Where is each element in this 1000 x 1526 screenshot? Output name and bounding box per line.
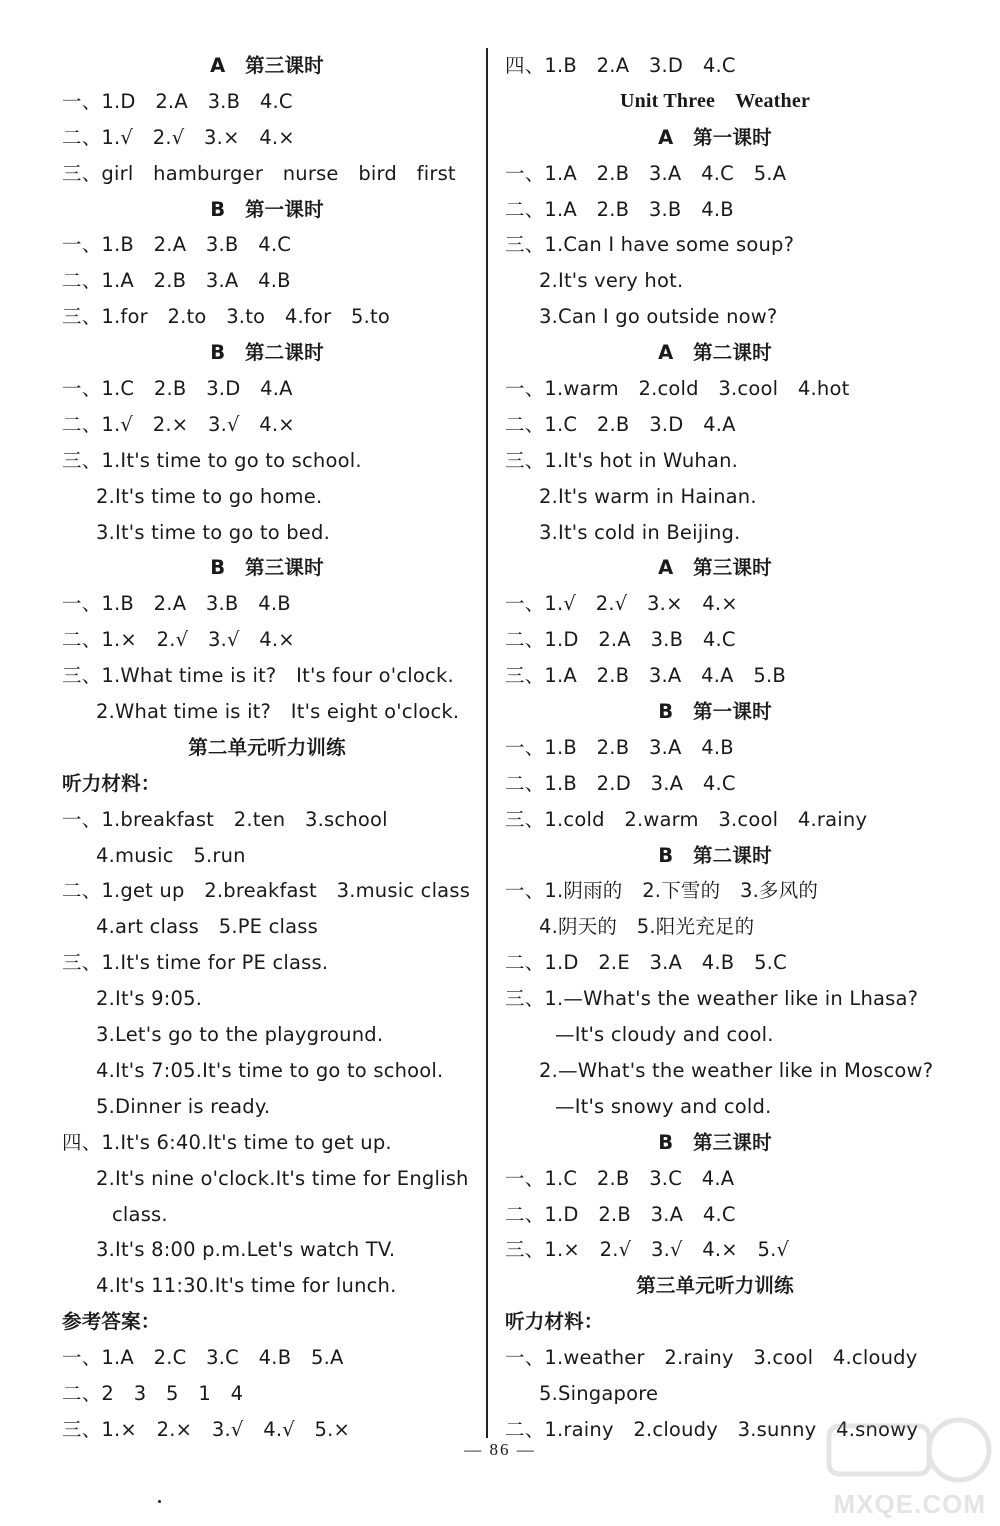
section-label: 参考答案： [62, 1310, 161, 1334]
lesson-heading: A 第一课时 [658, 125, 772, 149]
answer-line: class. [112, 1202, 168, 1226]
answer-line: 一、1.warm 2.cold 3.cool 4.hot [505, 377, 850, 401]
answer-line: 3.Let's go to the playground. [96, 1023, 384, 1047]
answer-line: 2.It's nine o'clock.It's time for English [96, 1166, 469, 1190]
answer-line: 5.Dinner is ready. [96, 1094, 271, 1118]
answer-line: 一、1.D 2.A 3.B 4.C [62, 89, 293, 113]
answer-line: 三、1.× 2.× 3.√ 4.√ 5.× [62, 1417, 351, 1441]
answer-line: 二、1.D 2.E 3.A 4.B 5.C [505, 951, 787, 975]
answer-line: 5.Singapore [539, 1381, 659, 1405]
answer-line: 二、1.× 2.√ 3.√ 4.× [62, 628, 295, 652]
answer-line: 2.It's 9:05. [96, 987, 203, 1011]
answer-line: 二、1.B 2.D 3.A 4.C [505, 771, 736, 795]
answer-line: 一、1.阴雨的 2.下雪的 3.多风的 [505, 879, 819, 903]
answer-line: 一、1.C 2.B 3.D 4.A [62, 377, 293, 401]
right-column [505, 48, 934, 1448]
section-label: 听力材料： [62, 771, 161, 795]
answer-line: 一、1.B 2.A 3.B 4.B [62, 592, 291, 616]
answer-line: 四、1.It's 6:40.It's time to get up. [62, 1130, 392, 1154]
answer-line: 3.It's cold in Beijing. [539, 520, 741, 544]
lesson-heading: A 第三课时 [658, 556, 772, 580]
lesson-heading: A 第二课时 [658, 341, 772, 365]
answer-line: 二、1.A 2.B 3.B 4.B [505, 197, 734, 221]
answer-line: 四、1.B 2.A 3.D 4.C [505, 54, 736, 77]
answer-line: 4.It's 7:05.It's time to go to school. [96, 1058, 444, 1082]
answer-line: 三、girl hamburger nurse bird first [62, 161, 456, 185]
answer-line: —It's cloudy and cool. [555, 1023, 774, 1047]
answer-line: 2.What time is it? It's eight o'clock. [96, 700, 460, 724]
answer-line: 二、2 3 5 1 4 [62, 1381, 244, 1405]
watermark-logo [819, 1412, 994, 1522]
answer-line: 一、1.C 2.B 3.C 4.A [505, 1166, 735, 1190]
lesson-heading: B 第一课时 [210, 197, 324, 221]
answer-line: 三、1.What time is it? It's four o'clock. [62, 664, 454, 688]
lesson-heading: B 第二课时 [210, 341, 324, 365]
answer-line: 二、1.√ 2.√ 3.× 4.× [62, 125, 295, 149]
answer-line: 三、1.—What's the weather like in Lhasa? [505, 987, 919, 1011]
answer-line: 三、1.Can I have some soup? [505, 233, 795, 257]
lesson-heading: 第三单元听力训练 [636, 1274, 794, 1298]
left-column [62, 48, 472, 1448]
answer-line: 2.It's warm in Hainan. [539, 484, 757, 508]
answer-line: 2.—What's the weather like in Moscow? [539, 1058, 934, 1082]
lesson-heading: 第二单元听力训练 [188, 735, 346, 759]
lesson-heading: B 第一课时 [658, 700, 772, 724]
answer-line: 三、1.cold 2.warm 3.cool 4.rainy [505, 807, 868, 831]
answer-line: —It's snowy and cold. [555, 1094, 772, 1118]
answer-line: 二、1.D 2.B 3.A 4.C [505, 1202, 736, 1226]
answer-line: 一、1.B 2.A 3.B 4.C [62, 233, 292, 257]
answer-line: 二、1.get up 2.breakfast 3.music class [62, 879, 471, 903]
lesson-heading: B 第三课时 [658, 1130, 772, 1154]
page-number: — 86 — [464, 1440, 536, 1459]
answer-line: 2.It's time to go home. [96, 484, 323, 508]
answer-line: 2.It's very hot. [539, 269, 684, 293]
answer-line: 一、1.A 2.B 3.A 4.C 5.A [505, 161, 787, 185]
lesson-heading: A 第三课时 [210, 54, 324, 77]
answer-line: 二、1.A 2.B 3.A 4.B [62, 269, 291, 293]
stray-dot [158, 1500, 161, 1503]
answer-line: 4.It's 11:30.It's time for lunch. [96, 1274, 397, 1298]
answer-line: 三、1.× 2.√ 3.√ 4.× 5.√ [505, 1238, 790, 1262]
lesson-heading: B 第二课时 [658, 843, 772, 867]
answer-line: 4.阴天的 5.阳光充足的 [539, 915, 755, 939]
answer-line: 一、1.B 2.B 3.A 4.B [505, 735, 734, 759]
column-divider [486, 48, 488, 1438]
answer-line: 二、1.C 2.B 3.D 4.A [505, 412, 736, 436]
answer-line: 二、1.D 2.A 3.B 4.C [505, 628, 736, 652]
answer-line: 一、1.√ 2.√ 3.× 4.× [505, 592, 738, 616]
answer-line: 二、1.rainy 2.cloudy 3.sunny 4.snowy [505, 1417, 919, 1441]
answer-line: 3.Can I go outside now? [539, 305, 778, 329]
watermark-badge-icon [819, 1412, 994, 1492]
watermark-text: MXQE.COM [833, 1489, 986, 1519]
answer-line: 3.It's time to go to bed. [96, 520, 330, 544]
answer-line: 4.music 5.run [96, 843, 246, 867]
answer-line: 一、1.breakfast 2.ten 3.school [62, 807, 388, 831]
answer-line: 三、1.It's time to go to school. [62, 448, 362, 472]
answer-line: 三、1.It's time for PE class. [62, 951, 329, 975]
answer-line: 4.art class 5.PE class [96, 915, 319, 939]
lesson-heading: Unit Three Weather [619, 89, 811, 112]
answer-line: 三、1.It's hot in Wuhan. [505, 448, 739, 472]
lesson-heading: B 第三课时 [210, 556, 324, 580]
answer-line: 三、1.A 2.B 3.A 4.A 5.B [505, 664, 786, 688]
answer-line: 三、1.for 2.to 3.to 4.for 5.to [62, 305, 390, 329]
answer-line: 二、1.√ 2.× 3.√ 4.× [62, 412, 295, 436]
answer-line: 3.It's 8:00 p.m.Let's watch TV. [96, 1238, 396, 1262]
answer-line: 一、1.weather 2.rainy 3.cool 4.cloudy [505, 1346, 918, 1370]
answer-line: 一、1.A 2.C 3.C 4.B 5.A [62, 1346, 344, 1370]
section-label: 听力材料： [505, 1310, 604, 1334]
